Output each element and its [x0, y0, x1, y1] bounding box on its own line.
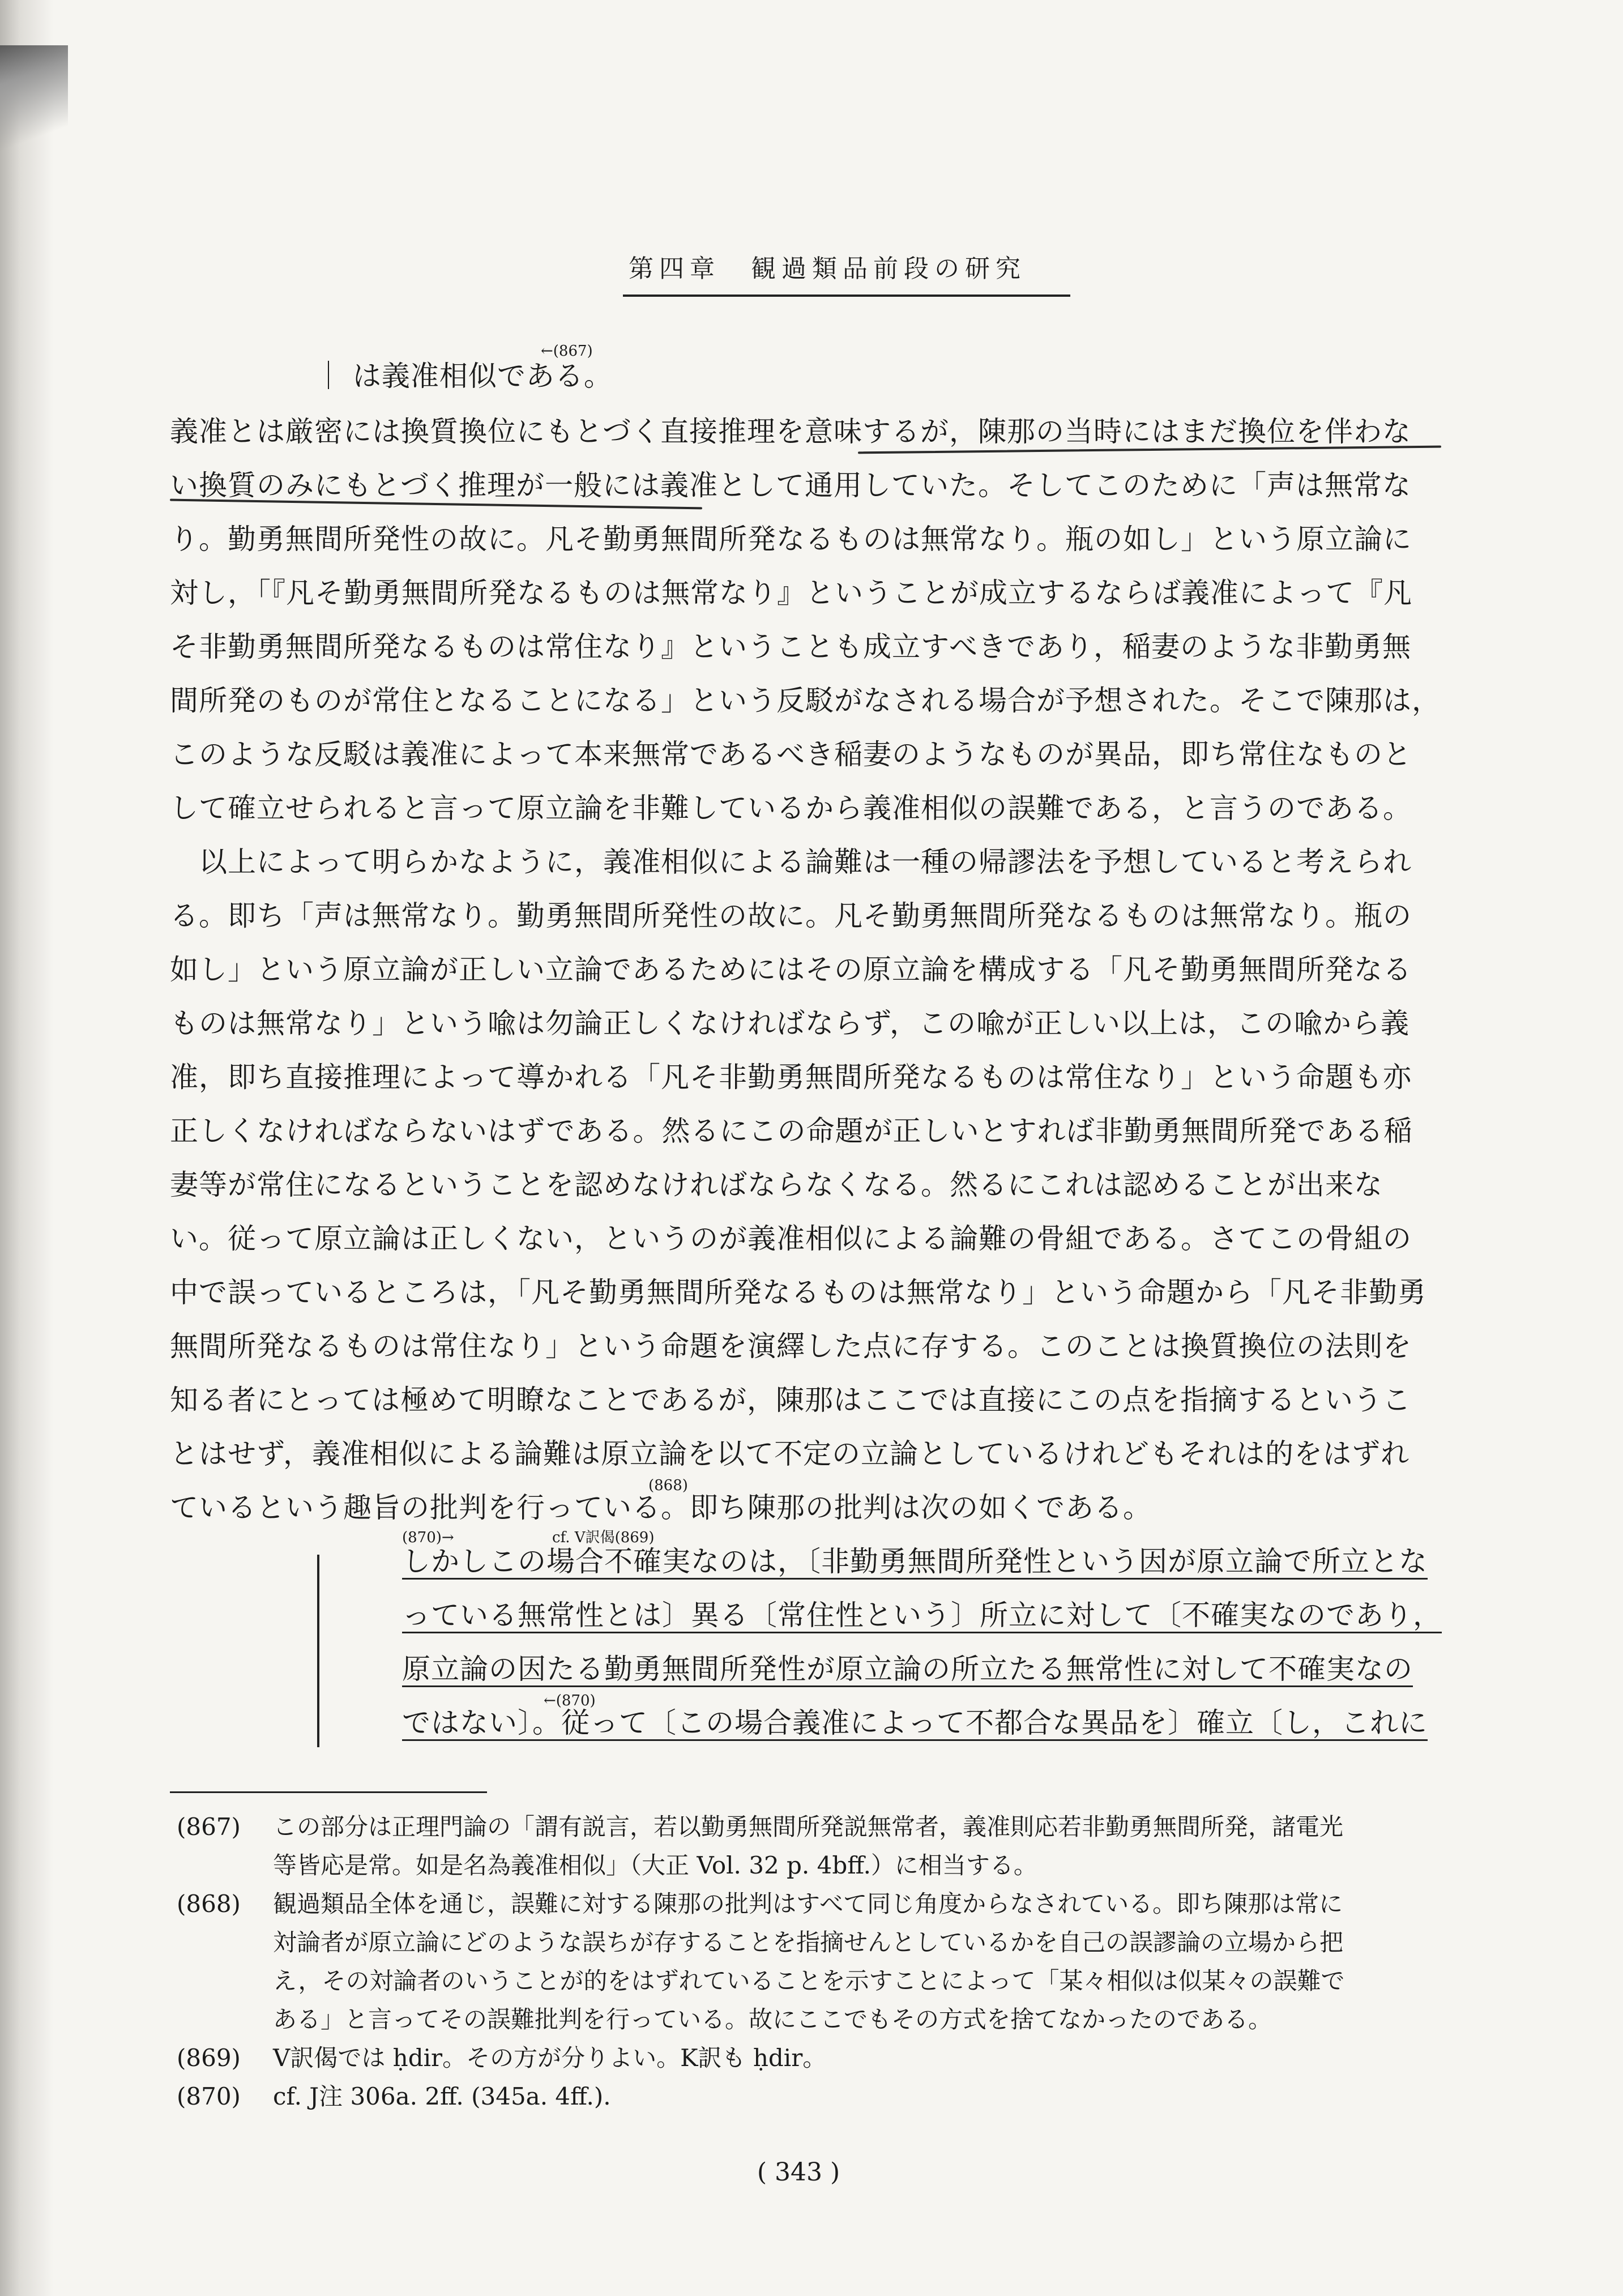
body-line: 中で誤っているところは，「凡そ勤勇無間所発なるものは無常なり」という命題から「凡そ非勤勇	[170, 1276, 1426, 1309]
body-line: 知る者にとっては極めて明瞭なことであるが，陳那はここでは直接にこの点を指摘するというこ	[170, 1384, 1411, 1416]
body-line: ているという趣旨の批判を行っている。即ち陳那の批判は次の如くである。	[170, 1491, 1152, 1524]
scan-corner-mark	[0, 45, 68, 153]
body-line: り。勤勇無間所発性の故に。凡そ勤勇無間所発なるものは無常なり。瓶の如し」という原立論に	[170, 523, 1412, 556]
body-line: 准，即ち直接推理によって導かれる「凡そ非勤勇無間所発なるものは常住なり」という命題も亦	[170, 1061, 1412, 1094]
body-line: 義准とは厳密には換質換位にもとづく直接推理を意味するが，陳那の当時にはまだ換位を伴わな	[170, 415, 1411, 448]
footnote-rule	[170, 1791, 487, 1793]
footnote-number: (870)	[177, 2082, 241, 2110]
body-line: 正しくなければならないはずである。然るにこの命題が正しいとすれば非勤勇無間所発である稲	[170, 1115, 1413, 1147]
running-header: 第四章 観過類品前段の研究	[629, 254, 1026, 283]
body-line: い。従って原立論は正しくない，というのが義准相似による論難の骨組である。さてこの骨組の	[170, 1222, 1412, 1255]
body-line: い換質のみにもとづく推理が一般には義准として通用していた。そしてこのために「声は無常な	[170, 469, 1411, 502]
footnote-line: この部分は正理門論の「謂有説言，若以勤勇無間所発説無常者，義准則応若非勤勇無間所発，諸電光	[273, 1813, 1344, 1841]
footnote-line: cf. J注 306a. 2ff. (345a. 4ff.).	[273, 2082, 611, 2110]
page-number: ( 343 )	[757, 2158, 840, 2187]
quote-line	[402, 1543, 1428, 1580]
footnote-number: (867)	[177, 1813, 241, 1841]
footnote-line: V訳偈では ḥdir。その方が分りよい。K訳も ḥdir。	[273, 2044, 827, 2072]
body-line: 対し，「『凡そ勤勇無間所発なるものは無常なり』ということが成立するならば義准によって『凡	[170, 577, 1412, 609]
footnote-number: (868)	[177, 1890, 241, 1918]
footnote-line: ある」と言ってその誤難批判を行っている。故にここでもその方式を捨てなかったのである。	[273, 2005, 1272, 2033]
body-line: して確立せられると言って原立論を非難しているから義准相似の誤難である，と言うのである。	[170, 792, 1412, 825]
footnote-line: 対論者が原立論にどのような誤ちが存することを指摘せんとしているかを自己の誤謬論の立場から把	[273, 1928, 1344, 1956]
scan-shadow-edge	[0, 0, 54, 2296]
quote-line-text: しかしこの場合不確実なのは，〔非勤勇無間所発性という因が原立論で所立とな	[402, 1545, 1428, 1580]
quote-margin-bar	[317, 1555, 319, 1747]
opening-fragment: ｜ は義准相似である。	[314, 360, 613, 392]
header-rule	[623, 295, 1070, 297]
body-line: このような反駁は義准によって本来無常であるべき稲妻のようなものが異品，即ち常住なものと	[170, 738, 1412, 771]
body-line: 無間所発なるものは常住なり」という命題を演繹した点に存する。このことは換質換位の法則を	[170, 1330, 1412, 1363]
footnote-ref-867: ←(867)	[541, 343, 593, 360]
body-line: 間所発のものが常住となることになる」という反駁がなされる場合が予想された。そこで陳那は，	[170, 684, 1441, 717]
quote-line	[402, 1705, 1428, 1741]
quote-line-text: ではない〕。従って〔この場合義准によって不都合な異品を〕確立〔し，これに	[402, 1706, 1428, 1741]
footnote-line: え，その対論者のいうことが的をはずれていることを示すことによって「某々相似は似某々の誤難で	[273, 1967, 1345, 1995]
quote-line	[402, 1651, 1413, 1687]
quote-line-text: っている無常性とは〕異る〔常住性という〕所立に対して〔不確実なのであり，	[402, 1599, 1442, 1633]
quote-line-text: 原立論の因たる勤勇無間所発性が原立論の所立たる無常性に対して不確実なの	[402, 1653, 1413, 1687]
body-line: 妻等が常住になるということを認めなければならなくなる。然るにこれは認めることが出来な	[170, 1168, 1383, 1201]
footnote-ref-869: cf. V訳偈(869)	[552, 1529, 655, 1546]
footnote-ref-870-end: ←(870)	[544, 1692, 596, 1709]
body-line: る。即ち「声は無常なり。勤勇無間所発性の故に。凡そ勤勇無間所発なるものは無常なり。瓶の	[170, 899, 1412, 932]
body-line: そ非勤勇無間所発なるものは常住なり』ということも成立すべきであり，稲妻のような非勤勇無	[170, 630, 1411, 663]
footnote-line: 観過類品全体を通じ，誤難に対する陳那の批判はすべて同じ角度からなされている。即ち陳那は常に	[273, 1890, 1343, 1918]
footnote-line: 等皆応是常。如是名為義准相似」（大正 Vol. 32 p. 4bff.）に相当する。	[273, 1851, 1037, 1879]
footnote-number: (869)	[177, 2044, 241, 2072]
body-line: ものは無常なり」という喩は勿論正しくなければならず，この喩が正しい以上は，この喩から義	[170, 1007, 1410, 1040]
body-line: 以上によって明らかなように，義准相似による論難は一種の帰謬法を予想していると考えられ	[170, 846, 1412, 878]
body-line: とはせず，義准相似による論難は原立論を以て不定の立論としているけれどもそれは的をはずれ	[170, 1437, 1410, 1470]
footnote-ref-870: (870)→	[402, 1529, 454, 1546]
footnote-ref-868: (868)	[648, 1477, 688, 1494]
quote-line	[402, 1597, 1442, 1633]
body-line: 如し」という原立論が正しい立論であるためにはその原立論を構成する「凡そ勤勇無間所発なる	[170, 953, 1412, 986]
